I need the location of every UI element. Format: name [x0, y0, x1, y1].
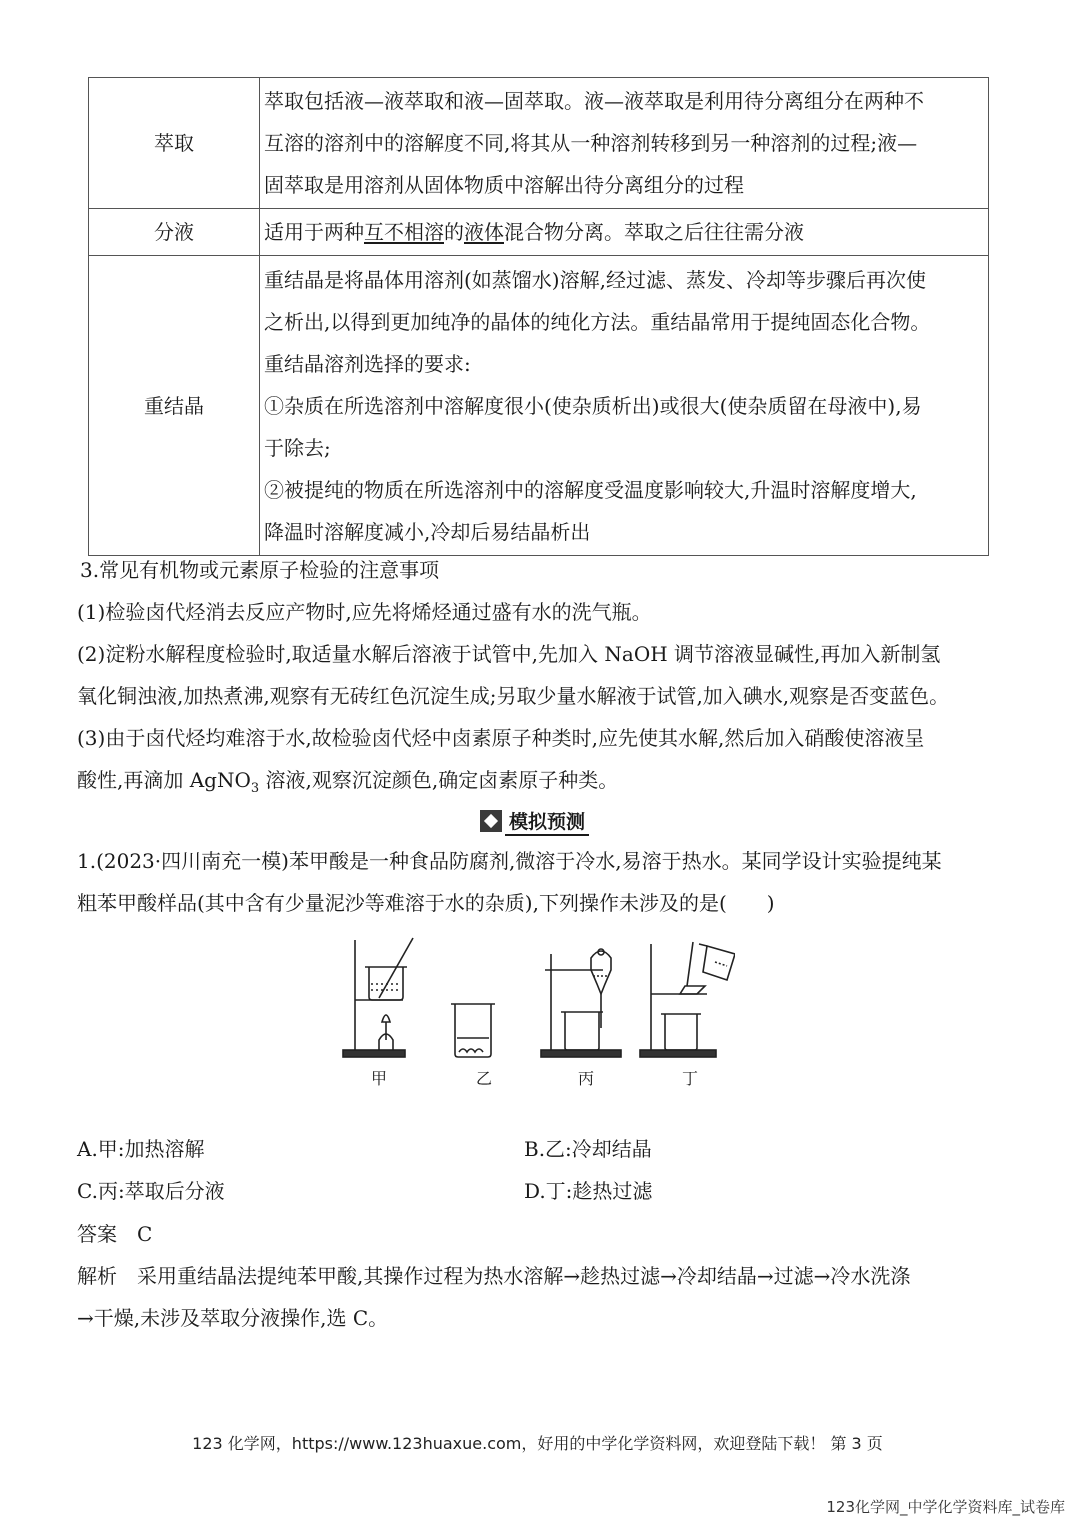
note-1: (1)检验卤代烃消去反应产物时,应先将烯烃通过盛有水的洗气瓶。 — [77, 600, 652, 624]
question-line-1: 1.(2023·四川南充一模)苯甲酸是一种食品防腐剂,微溶于冷水,易溶于热水。某同学设计实验提纯某 — [77, 849, 942, 873]
desc-line: 互溶的溶剂中的溶解度不同,将其从一种溶剂转移到另一种溶剂的过程;液— — [264, 131, 918, 155]
apparatus-jia — [343, 938, 413, 1057]
page-footer: 123 化学网，https://www.123huaxue.com，好用的中学化学资料网，欢迎登陆下载！ 第 3 页 — [192, 1434, 883, 1453]
watermark: 123化学网_中学化学资料库_试卷库 — [826, 1498, 1065, 1516]
note-3-line-2: 酸性,再滴加 AgNO$_3$ 溶液,观察沉淀颜色,确定卤素原子种类。 — [77, 768, 619, 796]
table-row — [89, 209, 989, 256]
section-title: 模拟预测 — [480, 808, 589, 834]
method-desc — [260, 256, 989, 556]
desc-line: 萃取包括液—液萃取和液—固萃取。液—液萃取是利用待分离组分在两种不 — [264, 89, 924, 113]
table-row — [89, 78, 989, 209]
note-2-line-1: (2)淀粉水解程度检验时,取适量水解后溶液于试管中,先加入 NaOH 调节溶液显碱性,再加入新制氢 — [77, 642, 941, 666]
apparatus-yi — [451, 1004, 495, 1057]
figure-label-ding: 丁 — [682, 1069, 699, 1088]
figure-label-jia: 甲 — [371, 1069, 388, 1088]
diamond-icon — [480, 810, 502, 832]
desc-line: 重结晶溶剂选择的要求: — [264, 351, 471, 376]
figure-label-yi: 乙 — [476, 1069, 493, 1088]
method-name: 重结晶 — [89, 256, 260, 556]
underlined-term: 互不相溶 — [364, 220, 444, 244]
apparatus-ding — [640, 942, 735, 1057]
note-2-line-2: 氧化铜浊液,加热煮沸,观察有无砖红色沉淀生成;另取少量水解液于试管,加入碘水,观察是否变蓝色。 — [77, 684, 950, 708]
answer: 答案 C — [77, 1222, 153, 1246]
analysis-line-1: 解析 采用重结晶法提纯苯甲酸,其操作过程为热水溶解→趁热过滤→冷却结晶→过滤→冷水洗涤 — [77, 1264, 911, 1288]
methods-table — [88, 77, 989, 556]
desc-line: ②被提纯的物质在所选溶剂中的溶解度受温度影响较大,升温时溶解度增大, — [264, 477, 917, 502]
method-desc — [260, 78, 989, 209]
note-3-line-1: (3)由于卤代烃均难溶于水,故检验卤代烃中卤素原子种类时,应先使其水解,然后加入硝酸使溶液呈 — [77, 726, 925, 750]
desc-line: 固萃取是用溶剂从固体物质中溶解出待分离组分的过程 — [264, 173, 744, 197]
method-name: 萃取 — [89, 78, 260, 209]
notes-heading: 3.常见有机物或元素原子检验的注意事项 — [80, 558, 440, 582]
method-name: 分液 — [89, 209, 260, 256]
figure-label-bing: 丙 — [578, 1069, 595, 1088]
underlined-term: 液体 — [464, 220, 504, 244]
question-line-2: 粗苯甲酸样品(其中含有少量泥沙等难溶于水的杂质),下列操作未涉及的是( ) — [77, 891, 775, 915]
method-desc: 适用于两种互不相溶的液体混合物分离。萃取之后往往需分液 — [260, 209, 989, 256]
analysis-line-2: →干燥,未涉及萃取分液操作,选 C。 — [77, 1306, 389, 1330]
option-a: A.甲:加热溶解 — [77, 1137, 205, 1161]
apparatus-bing — [541, 949, 621, 1057]
desc-line: 降温时溶解度减小,冷却后易结晶析出 — [264, 519, 591, 544]
desc-line: 于除去; — [264, 435, 331, 460]
option-c: C.丙:萃取后分液 — [77, 1179, 225, 1203]
desc-line: ①杂质在所选溶剂中溶解度很小(使杂质析出)或很大(使杂质留在母液中),易 — [264, 393, 922, 418]
desc-line: 之析出,以得到更加纯净的晶体的纯化方法。重结晶常用于提纯固态化合物。 — [264, 309, 931, 334]
option-d: D.丁:趁热过滤 — [524, 1179, 653, 1203]
apparatus-figure — [335, 932, 735, 1062]
option-b: B.乙:冷却结晶 — [524, 1137, 652, 1161]
table-row — [89, 256, 989, 556]
desc-line: 重结晶是将晶体用溶剂(如蒸馏水)溶解,经过滤、蒸发、冷却等步骤后再次使 — [264, 267, 926, 292]
